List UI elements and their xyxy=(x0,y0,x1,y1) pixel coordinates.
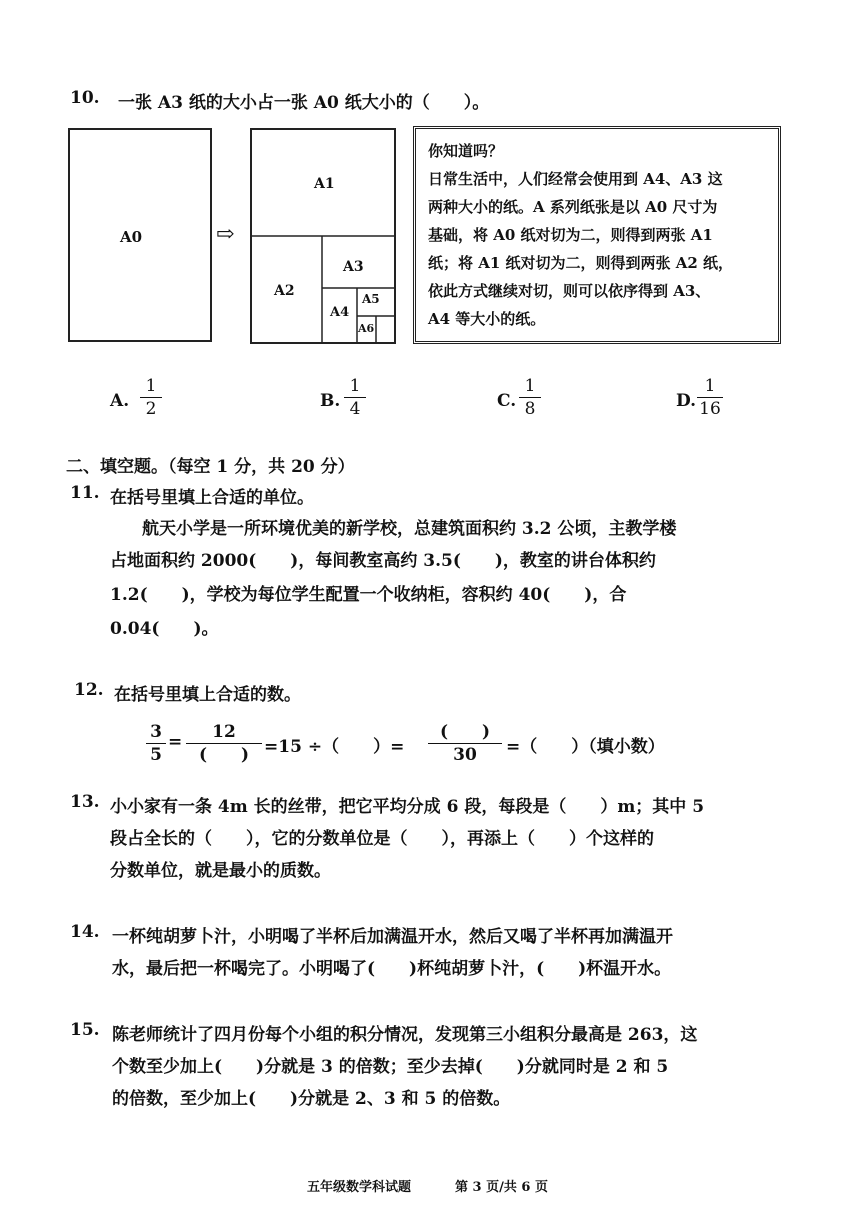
q13-line: 小小家有一条 4m 长的丝带，把它平均分成 6 段，每段是（ ）m；其中 5 xyxy=(110,797,705,817)
a2-label: A2 xyxy=(274,283,295,299)
q11-line: 1.2( )，学校为每位学生配置一个收纳柜，容积约 40( )，合 xyxy=(110,585,627,605)
info-line: 日常生活中，人们经常会使用到 A4、A3 这 xyxy=(428,170,723,188)
info-line: 纸；将 A1 纸对切为二，则得到两张 A2 纸， xyxy=(428,254,734,272)
info-line: 两种大小的纸。A 系列纸张是以 A0 尺寸为 xyxy=(428,198,718,216)
q12-number: 12. xyxy=(74,680,104,700)
q12-fraction-1 xyxy=(146,722,166,765)
option-a-label[interactable]: A. xyxy=(110,391,130,411)
a6-label: A6 xyxy=(358,322,375,335)
option-c-label[interactable]: C. xyxy=(497,391,517,411)
q14-line: 水，最后把一杯喝完了。小明喝了( )杯纯胡萝卜汁，( )杯温开水。 xyxy=(112,959,672,979)
info-box xyxy=(413,126,781,344)
q14-line: 一杯纯胡萝卜汁，小明喝了半杯后加满温开水，然后又喝了半杯再加满温开 xyxy=(112,927,673,947)
option-c-fraction[interactable] xyxy=(519,376,541,419)
fraction-numerator: 1 xyxy=(704,376,716,396)
fraction-numerator: 1 xyxy=(145,376,157,396)
a1-label: A1 xyxy=(314,176,335,192)
fraction-numerator: 12 xyxy=(212,722,236,742)
q15-number: 15. xyxy=(70,1020,100,1040)
q11-title: 在括号里填上合适的单位。 xyxy=(110,488,314,508)
q15-line: 的倍数，至少加上( )分就是 2、3 和 5 的倍数。 xyxy=(112,1089,511,1109)
q11-line: 0.04( )。 xyxy=(110,619,219,639)
q12-division: =15 ÷（ ）= xyxy=(264,737,405,757)
info-line: 依此方式继续对切，则可以依序得到 A3、 xyxy=(428,282,711,300)
q11-line: 航天小学是一所环境优美的新学校，总建筑面积约 3.2 公顷，主教学楼 xyxy=(142,519,677,539)
info-line: A4 等大小的纸。 xyxy=(428,310,546,328)
q12-fraction-2 xyxy=(186,722,262,765)
fraction-numerator: 1 xyxy=(524,376,536,396)
page-number: 第 3 页/共 6 页 xyxy=(455,1180,548,1195)
a-series-diagram xyxy=(250,128,396,344)
info-line: 基础，将 A0 纸对切为二，则得到两张 A1 xyxy=(428,226,713,244)
q12-equals: = xyxy=(168,732,183,752)
q13-number: 13. xyxy=(70,792,100,812)
q11-line: 占地面积约 2000( )，每间教室高约 3.5( )，教室的讲台体积约 xyxy=(110,551,656,571)
q13-line: 段占全长的（ ），它的分数单位是（ ），再添上（ ）个这样的 xyxy=(110,829,654,849)
fraction-numerator: ( ) xyxy=(439,722,491,742)
fraction-denominator: 2 xyxy=(145,399,157,419)
q14-number: 14. xyxy=(70,922,100,942)
fraction-numerator: 3 xyxy=(150,722,162,742)
section-title: 二、填空题。（每空 1 分，共 20 分） xyxy=(66,457,355,477)
q12-decimal: =（ ）（填小数） xyxy=(506,737,665,757)
q12-title: 在括号里填上合适的数。 xyxy=(114,685,301,705)
fraction-numerator: 1 xyxy=(349,376,361,396)
option-d-fraction[interactable] xyxy=(697,376,723,419)
info-title: 你知道吗？ xyxy=(428,142,504,160)
q13-line: 分数单位，就是最小的质数。 xyxy=(110,861,331,881)
option-d-label[interactable]: D. xyxy=(676,391,697,411)
q15-line: 个数至少加上( )分就是 3 的倍数；至少去掉( )分就同时是 2 和 5 xyxy=(112,1057,669,1077)
fraction-denominator: 5 xyxy=(150,745,162,765)
fraction-denominator: 30 xyxy=(453,745,477,765)
option-b-fraction[interactable] xyxy=(344,376,366,419)
a5-label: A5 xyxy=(362,292,380,306)
a3-label: A3 xyxy=(343,259,364,275)
footer-title: 五年级数学科试题 xyxy=(307,1180,412,1195)
a0-label: A0 xyxy=(120,228,143,246)
fraction-denominator: ( ) xyxy=(198,745,250,765)
q11-number: 11. xyxy=(70,483,100,503)
a4-label: A4 xyxy=(330,305,350,320)
q10-text: 一张 A3 纸的大小占一张 A0 纸大小的（ ）。 xyxy=(118,93,490,113)
fraction-denominator: 8 xyxy=(524,399,536,419)
q10-number: 10. xyxy=(70,88,100,108)
option-a-fraction[interactable] xyxy=(140,376,162,419)
fraction-denominator: 16 xyxy=(699,399,721,419)
option-b-label[interactable]: B. xyxy=(320,391,341,411)
q12-fraction-3 xyxy=(428,722,502,765)
arrow-icon: ⇨ xyxy=(216,222,235,247)
fraction-denominator: 4 xyxy=(349,399,361,419)
q15-line: 陈老师统计了四月份每个小组的积分情况，发现第三小组积分最高是 263，这 xyxy=(112,1025,698,1045)
